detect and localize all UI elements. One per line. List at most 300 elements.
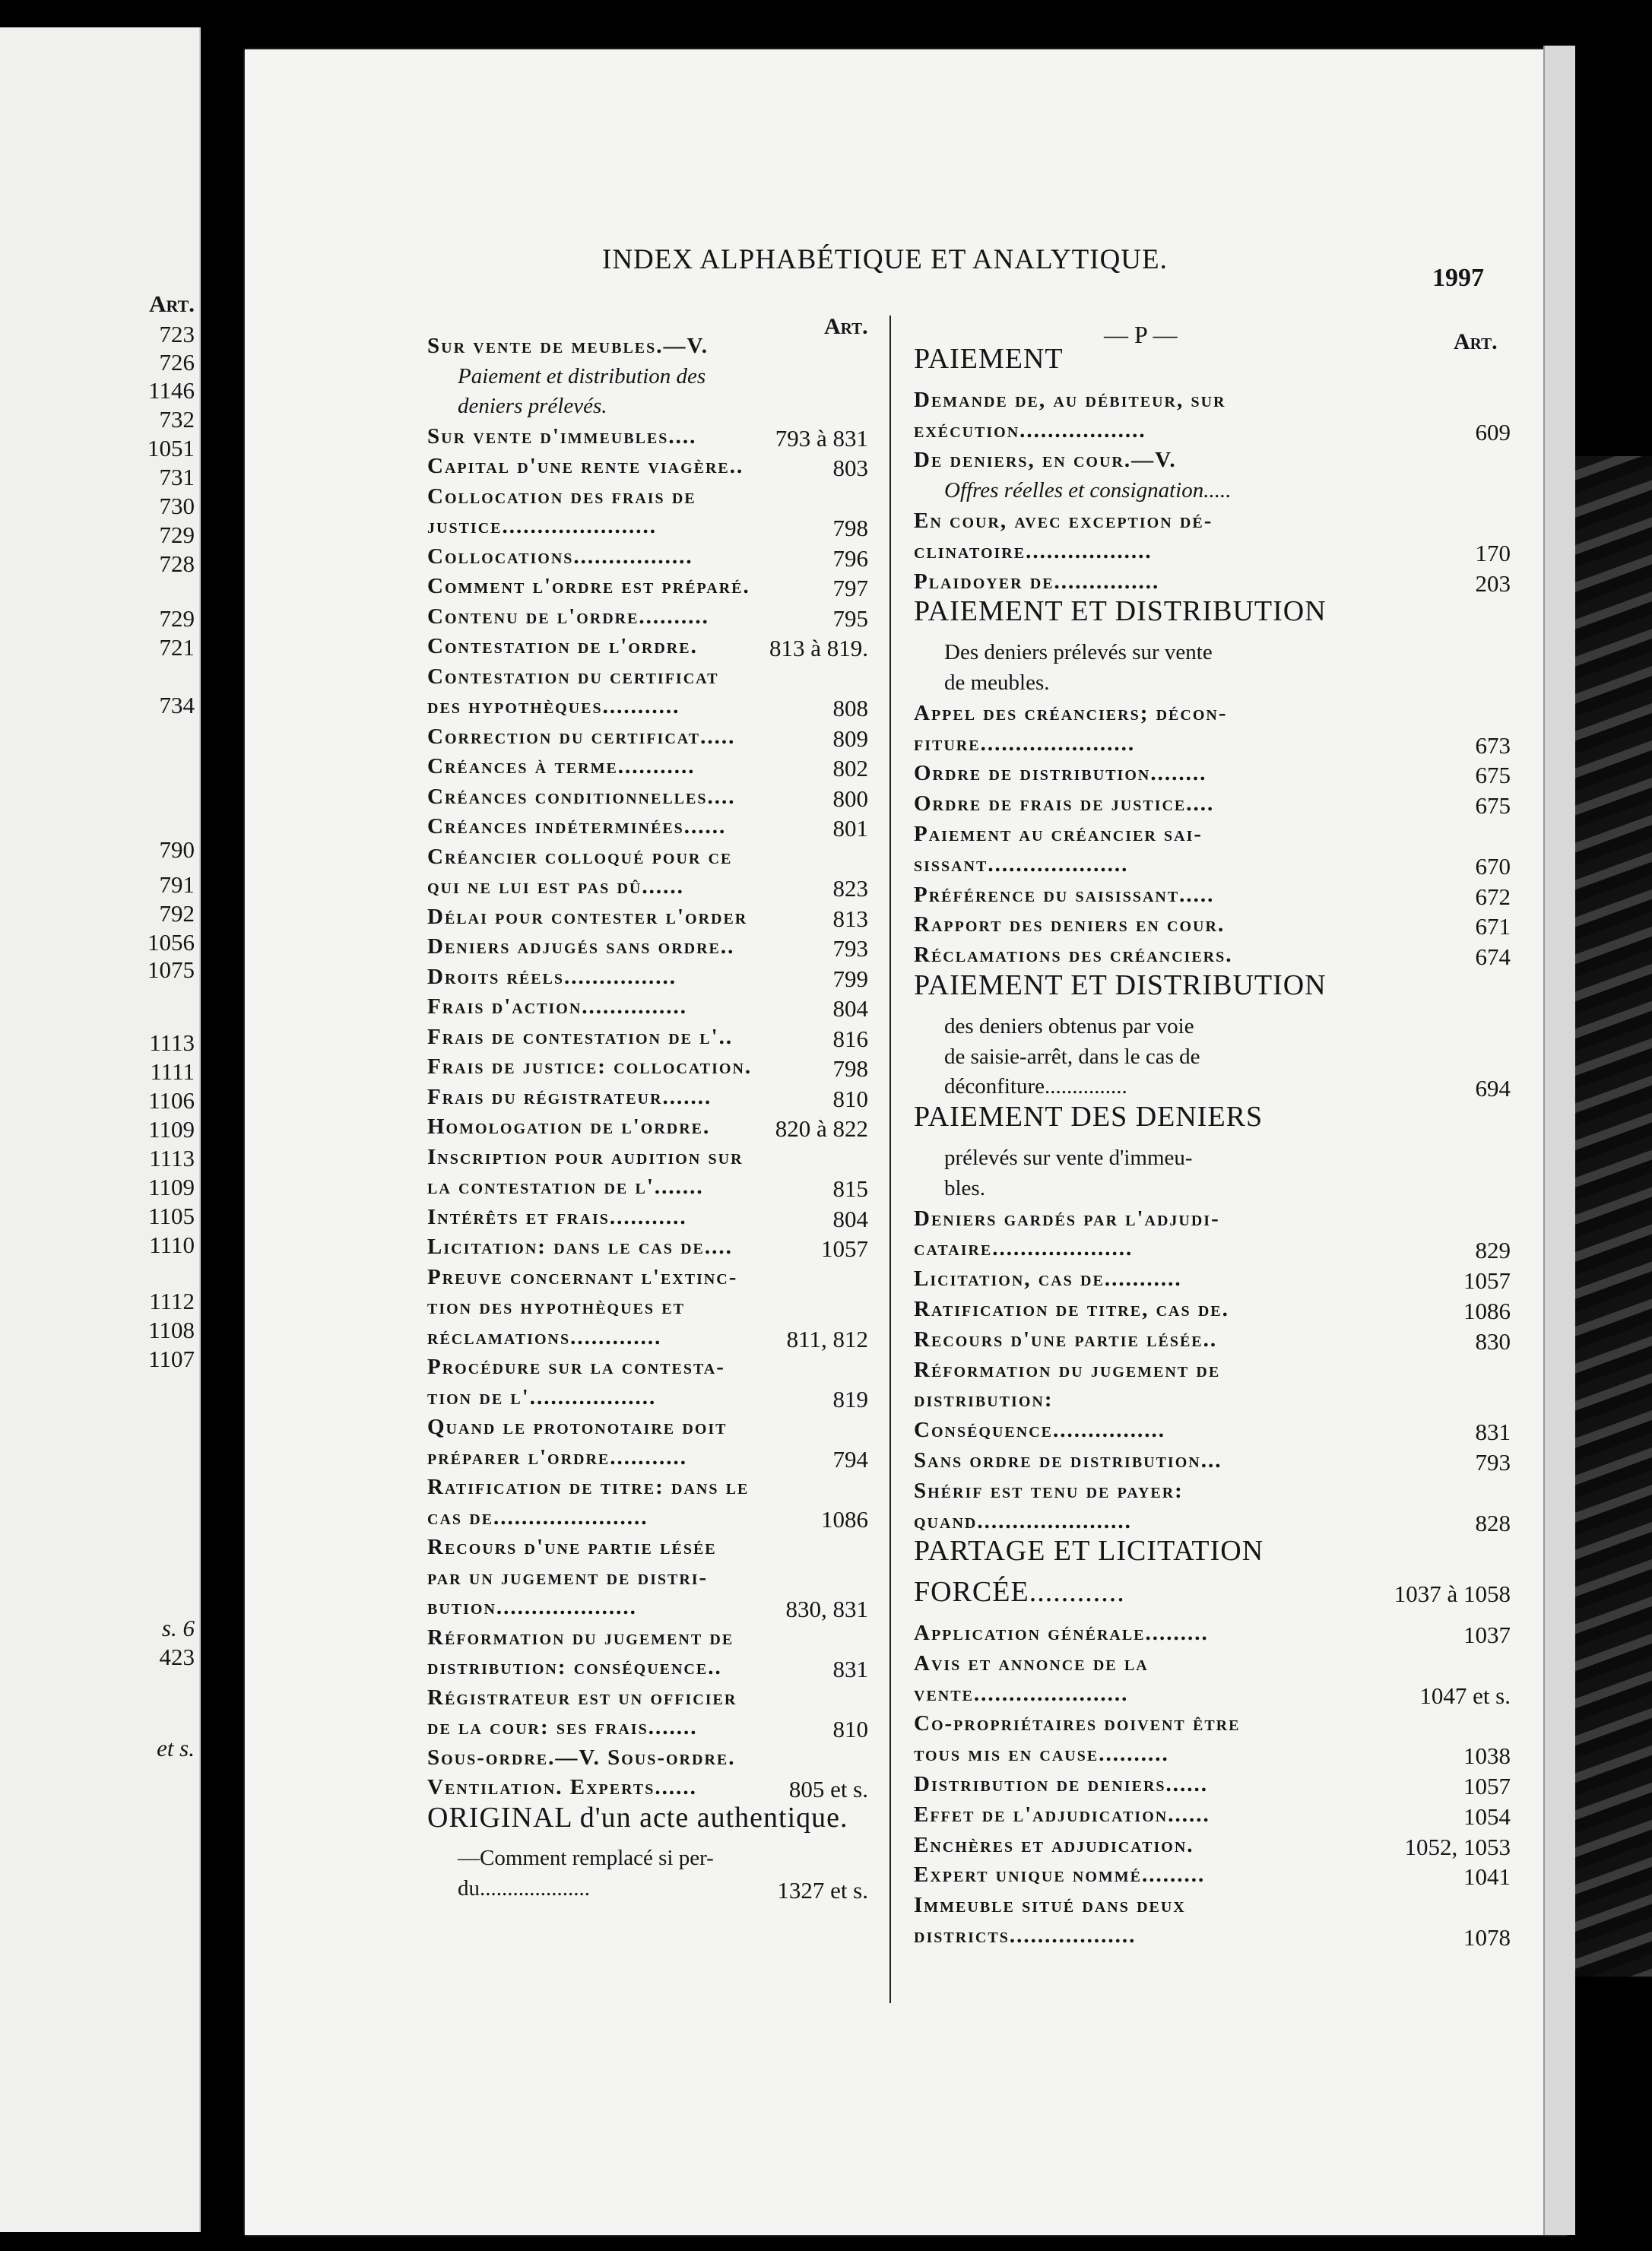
index-entry <box>427 1506 648 1529</box>
entry-article-number: 830, 831 <box>785 1596 868 1622</box>
entry-article-number: 793 <box>832 935 868 962</box>
index-entry <box>914 762 1206 785</box>
index-entry <box>914 388 1226 411</box>
entry-article-number: 674 <box>1475 943 1511 971</box>
entry-article-number: 1052, 1053 <box>1404 1833 1511 1860</box>
entry-text: Preuve concernant l'extinc- <box>427 1264 738 1289</box>
left-page-article-number: 723 <box>159 321 195 347</box>
index-entry <box>914 1742 1169 1765</box>
entry-text: justice...................... <box>427 514 657 538</box>
entry-article-number: 694 <box>1475 1075 1511 1102</box>
index-entry <box>427 1656 722 1679</box>
entry-text: Des deniers prélevés sur vente <box>944 640 1213 665</box>
index-entry <box>914 1449 1222 1472</box>
index-entry <box>427 1086 712 1108</box>
index-entry <box>944 1045 1200 1068</box>
entry-text: PAIEMENT DES DENIERS <box>914 1101 1264 1133</box>
index-entry <box>914 1328 1217 1351</box>
index-entry <box>914 570 1159 593</box>
entry-text: bles. <box>944 1175 985 1200</box>
index-entry <box>427 455 744 477</box>
entry-article-number: 809 <box>832 724 868 752</box>
left-page-article-number: 1051 <box>147 435 195 461</box>
left-page-article-number: 790 <box>159 836 195 863</box>
entry-text: Conséquence................ <box>914 1418 1165 1443</box>
entry-article-number: 1054 <box>1463 1802 1511 1830</box>
left-page-article-number: 1107 <box>148 1346 195 1372</box>
entry-text: la contestation de l'....... <box>427 1175 704 1199</box>
left-page-column-header: Art. <box>149 290 195 317</box>
index-entry <box>427 1536 717 1558</box>
entry-article-number: 819 <box>832 1385 868 1412</box>
entry-text: préparer l'ordre........... <box>427 1444 688 1469</box>
left-page-article-number: 1113 <box>149 1145 195 1171</box>
entry-text: Ordre de frais de justice.... <box>914 791 1215 816</box>
entry-text: réclamations............. <box>427 1324 662 1349</box>
index-entry <box>427 1716 697 1739</box>
index-entry <box>914 1510 1132 1533</box>
index-entry <box>427 1355 725 1378</box>
entry-text: districts.................. <box>914 1923 1137 1948</box>
index-entry <box>914 792 1214 815</box>
entry-text: Frais d'action............... <box>427 994 688 1019</box>
entry-text: Recours d'une partie lésée <box>427 1535 717 1559</box>
entry-text: ORIGINAL d'un acte authentique. <box>427 1801 848 1834</box>
entry-text: du.................... <box>458 1875 590 1901</box>
left-page-article-number: 1108 <box>148 1317 195 1343</box>
entry-text: Frais de justice: collocation. <box>427 1054 753 1079</box>
index-entry <box>914 1359 1220 1381</box>
left-page-article-number: 728 <box>159 550 195 577</box>
entry-text: Droits réels................ <box>427 964 677 989</box>
entry-text: Réclamations des créanciers. <box>914 943 1233 968</box>
entry-article-number: 670 <box>1475 852 1511 880</box>
index-entry <box>427 785 736 808</box>
index-entry <box>427 545 693 568</box>
entry-text: distribution: <box>914 1387 1054 1412</box>
entry-text: tion des hypothèques et <box>427 1295 685 1319</box>
left-page-article-number: 1075 <box>147 956 195 983</box>
entry-article-number: 1057 <box>821 1235 868 1262</box>
index-entry <box>427 605 709 628</box>
index-entry <box>427 485 696 508</box>
left-page-article-number: 1110 <box>149 1232 195 1258</box>
entry-text: Recours d'une partie lésée.. <box>914 1327 1218 1352</box>
entry-text: des hypothèques........... <box>427 694 680 718</box>
entry-text: Application générale......... <box>914 1621 1209 1645</box>
index-entry <box>914 1834 1194 1856</box>
entry-text: Effet de l'adjudication...... <box>914 1802 1210 1827</box>
left-page-article-number: 729 <box>159 605 195 632</box>
entry-text: fiture...................... <box>914 731 1136 756</box>
entry-text: Réformation du jugement de <box>427 1625 734 1650</box>
section-letter: — P — <box>1104 321 1178 348</box>
left-page-article-number: 792 <box>159 900 195 927</box>
entry-article-number: 671 <box>1475 913 1511 940</box>
index-entry <box>914 1535 1264 1568</box>
left-page-article-number: 732 <box>159 406 195 433</box>
left-page-article-number: 730 <box>159 493 195 519</box>
entry-article-number: 804 <box>832 1205 868 1232</box>
entry-text: Sur vente de meubles.—V. <box>427 334 709 358</box>
entry-text: Correction du certificat..... <box>427 724 736 749</box>
entry-text: Sur vente d'immeubles.... <box>427 423 697 449</box>
right-column-header: Art. <box>1454 329 1498 354</box>
entry-article-number: 1086 <box>1463 1298 1511 1324</box>
index-entry <box>427 1146 744 1168</box>
index-entry <box>427 815 726 838</box>
index-entry <box>914 1712 1240 1735</box>
index-page <box>245 49 1568 2235</box>
index-entry <box>914 449 1177 471</box>
entry-article-number: 800 <box>832 785 868 812</box>
index-entry <box>914 853 1128 876</box>
entry-article-number: 805 et s. <box>788 1776 868 1802</box>
entry-text: Deniers gardés par l'adjudi- <box>914 1206 1220 1231</box>
entry-article-number: 831 <box>832 1656 868 1682</box>
entry-text: Créances à terme........... <box>427 754 696 778</box>
entry-text: Expert unique nommé......... <box>914 1863 1206 1888</box>
entry-text: Contestation de l'ordre. <box>427 634 698 658</box>
entry-text: deniers prélevés. <box>458 394 607 418</box>
index-entry <box>427 845 732 868</box>
index-entry <box>427 965 677 988</box>
entry-text: Deniers adjugés sans ordre.. <box>427 934 735 959</box>
entry-text: Offres réelles et consignation..... <box>944 478 1232 503</box>
entry-text: Ordre de distribution........ <box>914 761 1207 786</box>
entry-article-number: 1038 <box>1463 1742 1511 1770</box>
entry-text: bution.................... <box>427 1595 637 1619</box>
index-entry <box>914 1652 1149 1675</box>
entry-article-number: 798 <box>832 1055 868 1082</box>
entry-article-number: 793 à 831 <box>775 424 868 452</box>
index-entry <box>427 575 750 598</box>
left-page-article-number: 731 <box>159 464 195 490</box>
entry-text: tous mis en cause.......... <box>914 1742 1169 1767</box>
entry-article-number: 203 <box>1475 569 1511 597</box>
index-entry <box>427 1326 661 1349</box>
entry-text: De deniers, en cour.—V. <box>914 448 1177 473</box>
entry-text: distribution: conséquence.. <box>427 1655 722 1679</box>
left-page-article-number: 791 <box>159 871 195 898</box>
left-page-article-number: 734 <box>159 692 195 718</box>
index-entry <box>427 1776 697 1799</box>
index-entry <box>427 334 709 357</box>
index-entry <box>914 509 1213 532</box>
entry-text: de saisie-arrêt, dans le cas de <box>944 1044 1200 1069</box>
index-entry <box>944 1177 985 1200</box>
index-entry <box>914 1207 1220 1230</box>
entry-text: PAIEMENT ET DISTRIBUTION <box>914 595 1327 628</box>
entry-text: Préférence du saisissant..... <box>914 882 1215 907</box>
entry-article-number: 1037 <box>1463 1622 1511 1648</box>
entry-article-number: 1057 <box>1463 1773 1511 1799</box>
entry-text: Intérêts et frais........... <box>427 1204 687 1229</box>
index-entry <box>914 540 1153 563</box>
entry-article-number: 1037 à 1058 <box>1394 1580 1511 1608</box>
index-entry <box>914 1388 1053 1411</box>
entry-article-number: 794 <box>832 1445 868 1473</box>
index-entry <box>427 995 687 1018</box>
entry-article-number: 1327 et s. <box>777 1876 868 1904</box>
entry-text: Inscription pour audition sur <box>427 1144 744 1169</box>
index-entry <box>914 702 1228 724</box>
index-entry <box>427 635 698 658</box>
index-entry <box>914 1419 1165 1441</box>
index-entry <box>427 1266 737 1289</box>
index-entry <box>914 595 1327 628</box>
entry-article-number: 795 <box>832 604 868 632</box>
index-entry <box>427 1446 687 1469</box>
left-page-article-number: 1105 <box>148 1203 195 1229</box>
entry-text: Frais du régistrateur....... <box>427 1084 712 1109</box>
index-entry <box>427 1686 737 1709</box>
left-page-article-number: 1056 <box>147 929 195 956</box>
left-page-article-number: 1113 <box>149 1029 195 1056</box>
entry-text: Appel des créanciers; décon- <box>914 700 1228 725</box>
entry-text: vente...................... <box>914 1681 1129 1706</box>
entry-text: Licitation: dans le cas de.... <box>427 1235 733 1259</box>
left-page-article-number: 721 <box>159 634 195 661</box>
entry-text: qui ne lui est pas dû...... <box>427 874 684 899</box>
entry-text: prélevés sur vente d'immeu- <box>944 1146 1193 1170</box>
index-entry <box>427 755 696 778</box>
index-entry <box>427 1235 733 1258</box>
entry-text: Réformation du jugement de <box>914 1357 1221 1382</box>
index-entry <box>427 1386 656 1409</box>
entry-text: Procédure sur la contesta- <box>427 1355 725 1379</box>
entry-article-number: 796 <box>832 544 868 572</box>
entry-article-number: 675 <box>1475 762 1511 789</box>
entry-text: quand...................... <box>914 1508 1132 1533</box>
index-entry <box>944 641 1213 664</box>
entry-text: Sous-ordre.—V. Sous-ordre. <box>427 1745 736 1770</box>
index-entry <box>914 343 1064 375</box>
index-entry <box>427 1476 749 1498</box>
index-entry <box>427 515 657 537</box>
column-divider <box>889 315 891 2003</box>
index-entry <box>914 883 1214 906</box>
entry-article-number: 804 <box>832 995 868 1022</box>
index-entry <box>427 695 680 718</box>
index-entry <box>944 671 1050 694</box>
entry-article-number: 810 <box>832 1716 868 1742</box>
left-page-article-number: 1109 <box>148 1174 195 1200</box>
entry-text: par un jugement de distri- <box>427 1565 709 1590</box>
left-page-article-number: s. 6 <box>161 1615 195 1641</box>
index-entry <box>914 1622 1209 1644</box>
index-entry <box>427 665 718 688</box>
entry-article-number: 808 <box>832 695 868 721</box>
index-entry <box>427 725 735 748</box>
entry-text: exécution.................. <box>914 417 1146 442</box>
index-entry <box>427 1295 685 1318</box>
background-cloth <box>1575 456 1652 1977</box>
entry-article-number: 1047 et s. <box>1419 1682 1511 1709</box>
index-entry <box>914 1267 1182 1290</box>
entry-article-number: 170 <box>1475 539 1511 566</box>
entry-text: de la cour: ses frais....... <box>427 1715 698 1739</box>
entry-text: PAIEMENT ET DISTRIBUTION <box>914 969 1327 1001</box>
left-page-article-number: 729 <box>159 522 195 548</box>
entry-text: —Comment remplacé si per- <box>458 1846 714 1870</box>
page-edge <box>1543 46 1575 2235</box>
index-entry <box>427 425 696 448</box>
index-entry <box>914 1479 1184 1502</box>
entry-text: cataire.................... <box>914 1236 1134 1261</box>
index-entry <box>427 1801 848 1834</box>
entry-text: tion de l'.................. <box>427 1384 657 1409</box>
entry-text: Sans ordre de distribution... <box>914 1448 1222 1473</box>
entry-article-number: 1041 <box>1463 1863 1511 1891</box>
index-entry <box>427 1206 687 1229</box>
index-entry <box>427 1416 728 1438</box>
index-entry <box>914 1773 1208 1796</box>
entry-text: Shérif est tenu de payer: <box>914 1478 1184 1503</box>
entry-article-number: 802 <box>832 755 868 782</box>
index-entry <box>458 365 706 388</box>
index-entry <box>914 1682 1128 1705</box>
entry-article-number: 823 <box>832 875 868 902</box>
index-entry <box>427 1175 704 1198</box>
entry-text: Capital d'une rente viagère.. <box>427 454 744 478</box>
entry-article-number: 803 <box>832 455 868 481</box>
index-entry <box>914 943 1233 966</box>
entry-text: PARTAGE ET LICITATION <box>914 1535 1264 1568</box>
entry-article-number: 1078 <box>1463 1924 1511 1951</box>
left-page-article-number: 1112 <box>149 1288 195 1314</box>
entry-article-number: 799 <box>832 965 868 992</box>
entry-article-number: 820 à 822 <box>775 1115 868 1142</box>
index-entry <box>914 1863 1205 1886</box>
left-page-article-number: 1111 <box>150 1058 195 1085</box>
left-page-article-number: et s. <box>157 1735 195 1761</box>
index-entry <box>914 1576 1125 1609</box>
index-entry <box>944 1015 1194 1038</box>
entry-article-number: 675 <box>1475 792 1511 820</box>
index-entry <box>427 905 747 928</box>
entry-text: Contenu de l'ordre.......... <box>427 604 709 629</box>
entry-article-number: 810 <box>832 1085 868 1112</box>
index-entry <box>914 419 1146 442</box>
entry-text: Contestation du certificat <box>427 664 719 689</box>
entry-text: Plaidoyer de............... <box>914 569 1160 594</box>
index-entry <box>914 1101 1264 1133</box>
left-page-sliver <box>0 27 201 2232</box>
entry-text: Homologation de l'ordre. <box>427 1114 711 1139</box>
entry-text: de meubles. <box>944 671 1050 695</box>
left-page-article-number: 1146 <box>148 377 195 404</box>
entry-article-number: 811, 812 <box>786 1325 868 1352</box>
entry-text: cas de...................... <box>427 1504 648 1530</box>
entry-article-number: 813 à 819. <box>769 635 868 661</box>
index-entry <box>458 1847 714 1869</box>
entry-text: Créances conditionnelles.... <box>427 784 736 809</box>
entry-text: FORCÉE............ <box>914 1576 1125 1609</box>
entry-article-number: 829 <box>1475 1237 1511 1264</box>
index-entry <box>427 1026 733 1048</box>
entry-text: clinatoire.................. <box>914 538 1153 563</box>
entry-text: Créances indéterminées...... <box>427 814 727 839</box>
index-entry <box>944 1075 1127 1098</box>
entry-text: Ratification de titre, cas de. <box>914 1297 1229 1321</box>
entry-text: Ventilation. Experts...... <box>427 1775 697 1799</box>
entry-article-number: 672 <box>1475 883 1511 910</box>
entry-text: des deniers obtenus par voie <box>944 1013 1194 1038</box>
index-entry <box>944 1146 1193 1169</box>
index-entry <box>914 1924 1136 1947</box>
entry-text: Collocations................. <box>427 544 693 569</box>
page-number: 1997 <box>1432 264 1484 292</box>
index-entry <box>427 1626 734 1649</box>
entry-text: Rapport des deniers en cour. <box>914 912 1226 937</box>
entry-article-number: 673 <box>1475 731 1511 759</box>
entry-text: Régistrateur est un officier <box>427 1685 737 1710</box>
index-entry <box>914 732 1135 755</box>
entry-article-number: 798 <box>832 515 868 541</box>
entry-text: Frais de contestation de l'.. <box>427 1024 734 1049</box>
entry-article-number: 816 <box>832 1025 868 1052</box>
left-page-article-number: 423 <box>159 1644 195 1670</box>
entry-article-number: 828 <box>1475 1509 1511 1536</box>
index-entry <box>427 1566 708 1589</box>
entry-text: En cour, avec exception dé- <box>914 509 1213 533</box>
index-entry <box>427 1596 637 1619</box>
entry-article-number: 801 <box>832 815 868 842</box>
left-page-article-number: 1106 <box>148 1087 195 1114</box>
entry-article-number: 609 <box>1475 418 1511 445</box>
entry-article-number: 830 <box>1475 1327 1511 1355</box>
entry-article-number: 1057 <box>1463 1267 1511 1295</box>
entry-text: Avis et annonce de la <box>914 1650 1149 1676</box>
entry-article-number: 815 <box>832 1175 868 1202</box>
index-entry <box>944 479 1231 502</box>
left-page-article-number: 726 <box>159 349 195 376</box>
entry-text: déconfiture............... <box>944 1074 1127 1099</box>
entry-article-number: 797 <box>832 575 868 601</box>
index-entry <box>458 395 607 417</box>
entry-text: Ratification de titre: dans le <box>427 1475 750 1499</box>
index-entry <box>914 1298 1229 1320</box>
entry-text: Comment l'ordre est préparé. <box>427 574 750 598</box>
entry-text: Licitation, cas de........... <box>914 1267 1182 1292</box>
left-column-header: Art. <box>824 314 868 339</box>
index-entry <box>914 823 1203 845</box>
entry-text: Co-propriétaires doivent être <box>914 1711 1241 1736</box>
index-entry <box>458 1877 590 1900</box>
entry-article-number: 831 <box>1475 1419 1511 1446</box>
index-entry <box>427 1746 735 1769</box>
entry-text: Distribution de deniers...... <box>914 1772 1209 1796</box>
index-entry <box>427 1115 710 1138</box>
entry-text: Paiement au créancier sai- <box>914 822 1203 846</box>
index-entry <box>914 1894 1186 1917</box>
index-entry <box>914 913 1225 936</box>
entry-text: Demande de, au débiteur, sur <box>914 387 1226 412</box>
left-page-article-number: 1109 <box>148 1116 195 1143</box>
index-entry <box>914 969 1327 1001</box>
entry-article-number: 793 <box>1475 1449 1511 1476</box>
entry-text: Délai pour contester l'order <box>427 904 748 929</box>
entry-text: Collocation des frais de <box>427 483 696 509</box>
index-entry <box>427 875 684 898</box>
entry-text: Créancier colloqué pour ce <box>427 844 733 869</box>
entry-text: Immeuble situé dans deux <box>914 1893 1186 1918</box>
entry-text: sissant.................... <box>914 851 1129 877</box>
entry-text: Enchères et adjudication. <box>914 1832 1194 1857</box>
entry-text: Quand le protonotaire doit <box>427 1415 728 1439</box>
index-entry <box>914 1803 1210 1826</box>
